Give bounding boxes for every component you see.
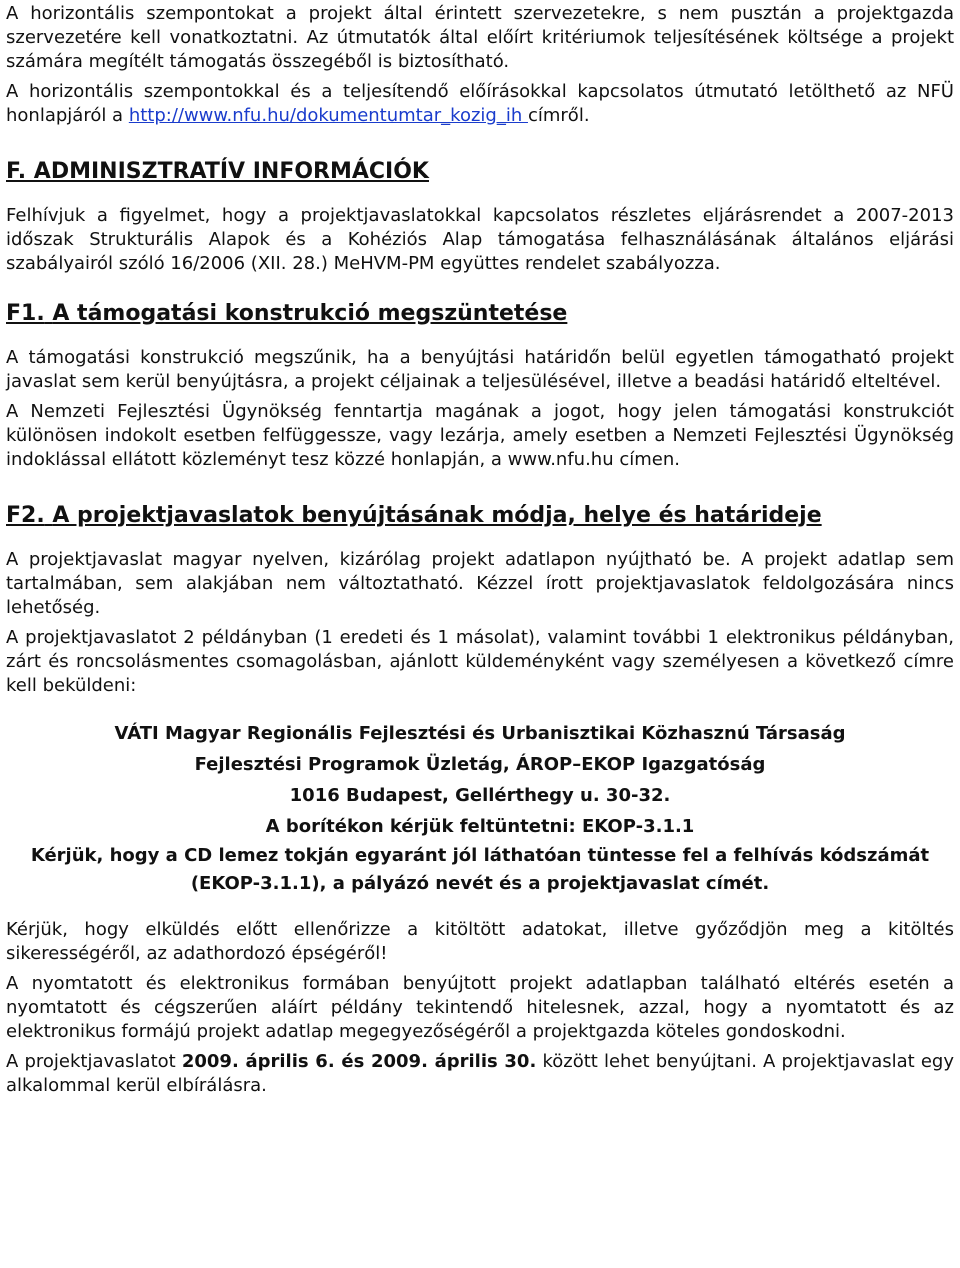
section-f2-heading bbox=[6, 502, 954, 530]
address-department: Fejlesztési Programok Üzletág, ÁROP–EKOP Igazgatóság bbox=[194, 754, 766, 775]
section-f-heading: F. ADMINISZTRATÍV INFORMÁCIÓK bbox=[6, 159, 429, 184]
address-cd-note: Kérjük, hogy a CD lemez tokján egyaránt jól láthatóan tüntesse fel a felhívás kódszámát (EKOP-3.1.1), a pályázó nevét és a projektjavaslat címét. bbox=[30, 845, 930, 894]
section-f1-heading bbox=[6, 300, 954, 328]
section-f2-deadline-paragraph bbox=[6, 1050, 954, 1098]
deadline-end-date: 2009. április 30. bbox=[370, 1051, 537, 1072]
nfu-document-link[interactable]: http://www.nfu.hu/dokumentumtar_kozig_ih bbox=[128, 105, 528, 126]
section-f1-paragraph-1: A támogatási konstrukció megszűnik, ha a benyújtási határidőn belül egyetlen támogatható projekt javaslat sem kerül benyújtásra, a projekt céljainak a teljesülésével, illetve a beadási határidő elteltével. bbox=[6, 347, 954, 392]
section-f2-title: A projektjavaslatok benyújtásának módja, helye és határideje bbox=[52, 503, 822, 528]
deadline-start-date: 2009. április 6. bbox=[181, 1051, 335, 1072]
deadline-and: és bbox=[334, 1051, 371, 1072]
section-f2-number: F2. bbox=[6, 503, 45, 528]
section-f2-paragraph-1: A projektjavaslat magyar nyelven, kizárólag projekt adatlapon nyújtható be. A projekt adatlap sem tartalmában, sem alakjában nem változtatható. Kézzel írott projektjavaslatok feldolgozására nincs lehetőség. bbox=[6, 549, 954, 618]
intro-paragraph-2 bbox=[6, 80, 954, 128]
section-f1-number: F1. bbox=[6, 301, 45, 326]
section-f2-paragraph-4: A nyomtatott és elektronikus formában benyújtott projekt adatlapban található eltérés esetén a nyomtatott és cégszerűen aláírt példány tekintendő hitelesnek, azzal, hogy a nyomtatott és az elektronikus formájú projekt adatlap megegyezőségéről a projektgazda köteles gondoskodni. bbox=[6, 973, 954, 1042]
section-f2-paragraph-3: Kérjük, hogy elküldés előtt ellenőrizze a kitöltött adatokat, illetve győződjön meg a kitöltés sikerességéről, az adathordozó épségéről! bbox=[6, 919, 954, 964]
address-street: 1016 Budapest, Gellérthegy u. 30-32. bbox=[289, 785, 671, 806]
intro-paragraph-1: A horizontális szempontokat a projekt által érintett szervezetekre, s nem pusztán a projektgazda szervezetére kell vonatkoztatni. Az útmutatók által előírt kritériumok teljesítésének költsége a projekt számára megítélt támogatás összegéből is biztosítható. bbox=[6, 3, 954, 72]
section-f-paragraph: Felhívjuk a figyelmet, hogy a projektjavaslatokkal kapcsolatos részletes eljárásrendet a 2007-2013 időszak Strukturális Alapok és a Kohéziós Alap támogatása felhasználásának általános eljárási szabályairól szóló 16/2006 (XII. 28.) MeHVM-PM együttes rendelet szabályozza. bbox=[6, 205, 954, 274]
section-f1-title: A támogatási konstrukció megszüntetése bbox=[52, 301, 568, 326]
address-envelope-code: A borítékon kérjük feltüntetni: EKOP-3.1.1 bbox=[265, 816, 695, 837]
section-f2-paragraph-2: A projektjavaslatot 2 példányban (1 eredeti és 1 másolat), valamint további 1 elektronikus példányban, zárt és roncsolásmentes csomagolásban, ajánlott küldeményként vagy személyesen a következő címre kell beküldeni: bbox=[6, 627, 954, 696]
deadline-lead: A projektjavaslatot bbox=[6, 1051, 182, 1072]
deadline-tail: között lehet benyújtani. A projektjavaslat egy alkalommal kerül elbírálásra. bbox=[6, 1051, 954, 1096]
intro-p2-tail: címről. bbox=[527, 105, 590, 126]
section-f1-paragraph-2: A Nemzeti Fejlesztési Ügynökség fenntartja magának a jogot, hogy jelen támogatási konstrukciót különösen indokolt esetben felfüggessze, vagy lezárja, amely esetben a Nemzeti Fejlesztési Ügynökség indoklással ellátott közleményt tesz közzé honlapján, a www.nfu.hu címen. bbox=[6, 401, 954, 470]
address-organization: VÁTI Magyar Regionális Fejlesztési és Urbanisztikai Közhasznú Társaság bbox=[114, 723, 846, 744]
submission-address bbox=[6, 718, 954, 898]
intro-p2-text: A horizontális szempontokkal és a teljesítendő előírásokkal kapcsolatos útmutató letölthető az NFÜ honlapjáról a bbox=[6, 81, 954, 126]
